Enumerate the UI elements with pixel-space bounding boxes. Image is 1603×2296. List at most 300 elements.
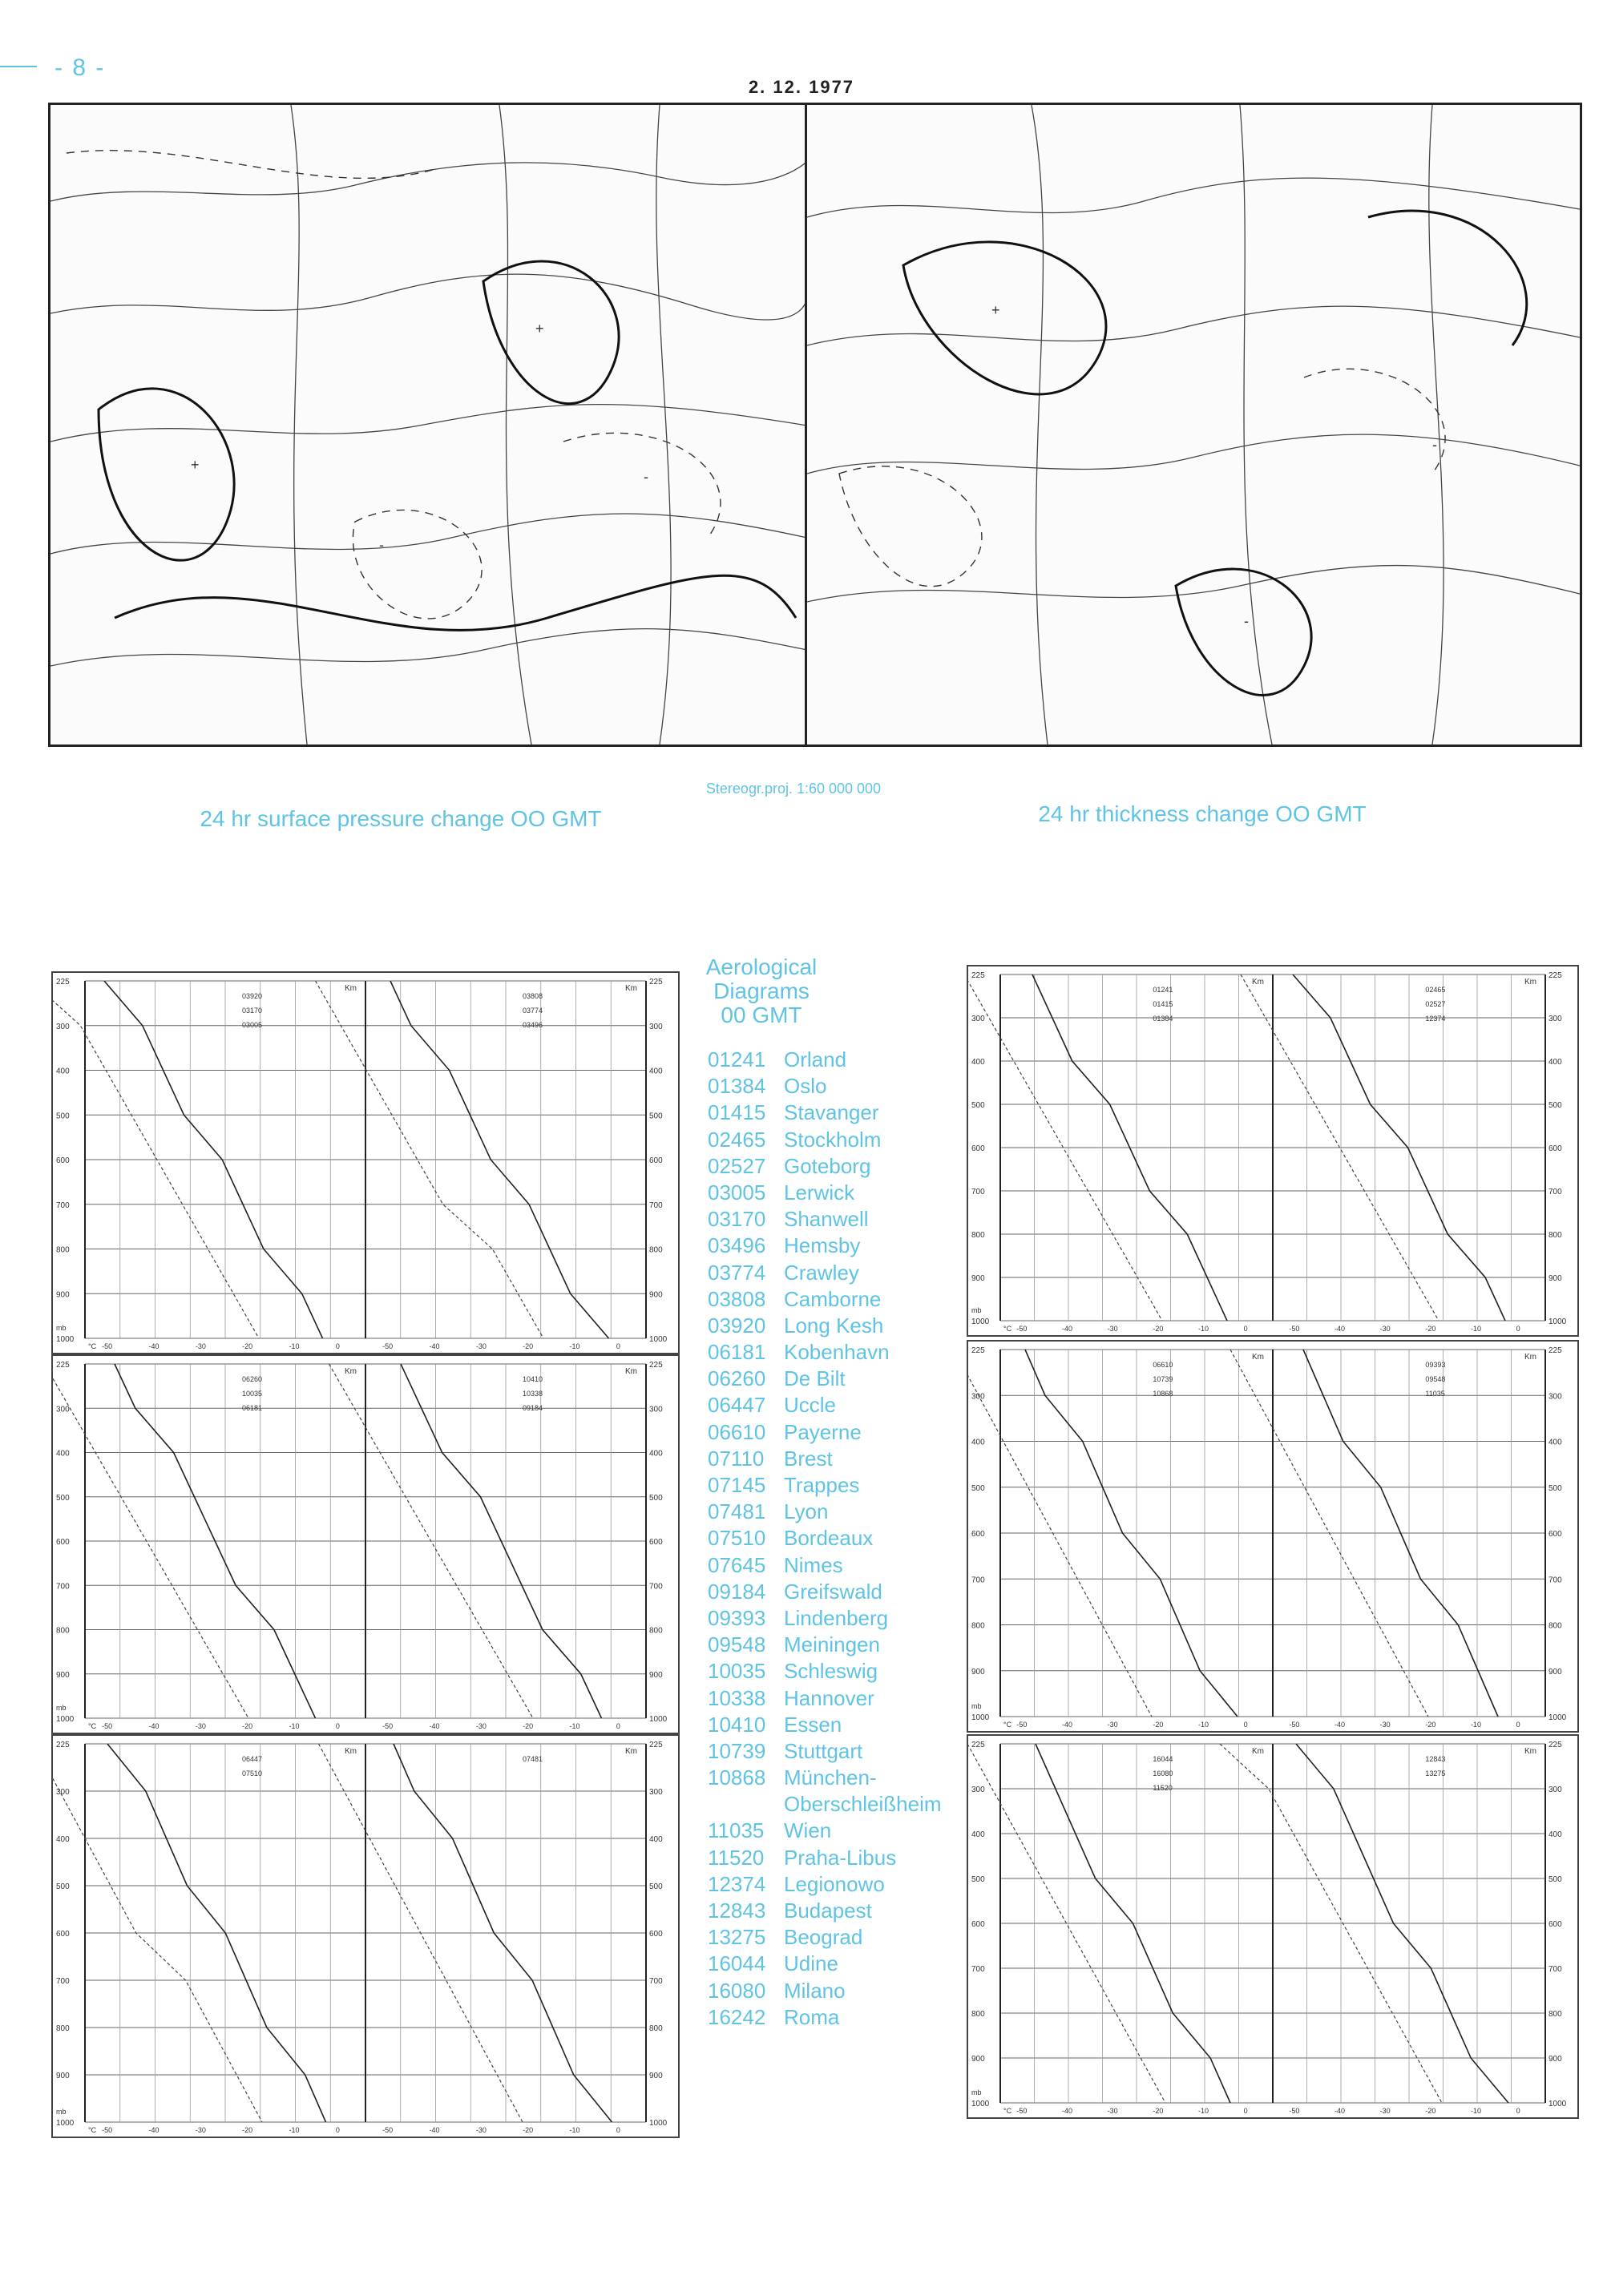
station-row xyxy=(708,1525,964,1552)
svg-text:-: - xyxy=(379,537,384,553)
station-row xyxy=(708,1499,964,1525)
station-row xyxy=(708,1579,964,1605)
pressure-level-label: 500 xyxy=(1548,1101,1562,1110)
mb-unit-label: mb xyxy=(971,1702,982,1710)
aerological-diagram-panel-6 xyxy=(967,1734,1579,2119)
celsius-unit-label: °C xyxy=(1003,2107,1012,2115)
temperature-label: -20 xyxy=(1425,1325,1436,1333)
pressure-level-label: 800 xyxy=(1548,2010,1562,2019)
pressure-level-label: 400 xyxy=(649,1449,663,1459)
temperature-label: -30 xyxy=(195,1342,206,1350)
mb-unit-label: mb xyxy=(971,1306,982,1314)
station-code: 09548 xyxy=(708,1632,766,1657)
pressure-level-label: 225 xyxy=(1548,1346,1562,1355)
station-name: Budapest xyxy=(784,1899,872,1923)
temperature-label: 0 xyxy=(1243,1325,1248,1333)
station-name: Goteborg xyxy=(784,1153,871,1178)
diagram-station-label: 03005 xyxy=(242,1021,263,1029)
station-row xyxy=(708,1845,964,1871)
temperature-label: -10 xyxy=(1198,2107,1209,2115)
temperature-label: -50 xyxy=(1016,2107,1028,2115)
station-row xyxy=(708,1738,964,1765)
pressure-level-label: 300 xyxy=(649,1788,663,1797)
station-code: 09393 xyxy=(708,1605,766,1630)
pressure-level-label: 500 xyxy=(56,1112,70,1121)
temperature-label: -30 xyxy=(475,1342,487,1350)
pressure-level-label: 225 xyxy=(971,1346,985,1355)
diagram-station-label: 02465 xyxy=(1425,986,1446,994)
station-row xyxy=(708,1180,964,1206)
pressure-level-label: 900 xyxy=(971,2055,985,2064)
station-name: München-Oberschleißheim xyxy=(784,1765,942,1817)
station-code: 16242 xyxy=(708,2004,766,2029)
station-name: Stuttgart xyxy=(784,1738,863,1763)
pressure-level-label: 300 xyxy=(1548,1015,1562,1023)
station-name: Hemsby xyxy=(784,1233,861,1258)
km-unit-label: Km xyxy=(625,1747,637,1756)
station-row xyxy=(708,1153,964,1180)
station-code: 03005 xyxy=(708,1180,766,1204)
pressure-level-label: 1000 xyxy=(1548,2100,1567,2108)
station-name: Praha-Libus xyxy=(784,1845,897,1870)
temperature-label: -30 xyxy=(1107,1325,1118,1333)
temperature-label: -20 xyxy=(523,1722,534,1730)
km-unit-label: Km xyxy=(1252,1353,1264,1362)
station-row xyxy=(708,1712,964,1738)
station-row xyxy=(708,1339,964,1366)
pressure-level-label: 900 xyxy=(649,1290,663,1300)
station-list xyxy=(708,1047,964,2031)
pressure-level-label: 900 xyxy=(1548,1274,1562,1283)
temperature-label: -20 xyxy=(1153,2107,1164,2115)
pressure-level-label: 600 xyxy=(56,1538,70,1547)
station-name: Trappes xyxy=(784,1473,860,1497)
pressure-level-label: 225 xyxy=(971,971,985,980)
temperature-label: -50 xyxy=(1016,1721,1028,1729)
station-row xyxy=(708,1871,964,1898)
celsius-unit-label: °C xyxy=(88,1342,97,1350)
km-unit-label: Km xyxy=(345,1747,357,1756)
station-name: Shanwell xyxy=(784,1207,869,1232)
temperature-label: -40 xyxy=(1062,1325,1073,1333)
km-unit-label: Km xyxy=(1524,978,1536,987)
temperature-label: -40 xyxy=(1062,2107,1073,2115)
station-row xyxy=(708,1765,964,1818)
pressure-level-label: 1000 xyxy=(971,2100,990,2108)
pressure-level-label: 500 xyxy=(971,1483,985,1493)
pressure-level-label: 300 xyxy=(56,1788,70,1797)
pressure-level-label: 700 xyxy=(971,1965,985,1974)
pressure-level-label: 700 xyxy=(649,1582,663,1592)
temperature-label: -50 xyxy=(1289,1325,1300,1333)
temperature-label: -30 xyxy=(475,1722,487,1730)
temperature-label: -40 xyxy=(1334,1325,1346,1333)
station-name: Hannover xyxy=(784,1685,874,1710)
station-code: 10338 xyxy=(708,1685,766,1710)
station-code: 10035 xyxy=(708,1659,766,1684)
station-code: 09184 xyxy=(708,1579,766,1604)
temperature-label: 0 xyxy=(1516,1721,1520,1729)
diagram-station-label: 10035 xyxy=(242,1390,263,1398)
station-row xyxy=(708,1978,964,2004)
station-code: 03774 xyxy=(708,1260,766,1285)
pressure-level-label: 700 xyxy=(649,1977,663,1986)
pressure-level-label: 1000 xyxy=(56,1335,75,1344)
diagram-station-label: 03496 xyxy=(523,1021,543,1029)
station-code: 06181 xyxy=(708,1340,766,1365)
station-code: 03808 xyxy=(708,1286,766,1311)
celsius-unit-label: °C xyxy=(1003,1325,1012,1333)
station-code: 16080 xyxy=(708,1978,766,2003)
diagram-station-label: 16080 xyxy=(1153,1769,1173,1777)
temperature-label: -20 xyxy=(1153,1721,1164,1729)
temperature-label: -20 xyxy=(523,2126,534,2134)
station-name: Greifswald xyxy=(784,1579,882,1604)
temperature-label: 0 xyxy=(1516,2107,1520,2115)
station-row xyxy=(708,1047,964,1073)
temperature-label: -10 xyxy=(289,1722,300,1730)
station-code: 12843 xyxy=(708,1899,766,1923)
temperature-label: -30 xyxy=(195,1722,206,1730)
station-name: Nimes xyxy=(784,1552,843,1577)
pressure-level-label: 800 xyxy=(971,1231,985,1240)
pressure-level-label: 400 xyxy=(649,1067,663,1076)
station-code: 07481 xyxy=(708,1499,766,1524)
station-name: Meiningen xyxy=(784,1632,880,1657)
pressure-level-label: 600 xyxy=(649,1930,663,1939)
temperature-label: -40 xyxy=(148,1722,159,1730)
station-code: 11520 xyxy=(708,1845,765,1870)
pressure-level-label: 300 xyxy=(649,1405,663,1414)
diagram-station-label: 02527 xyxy=(1425,1000,1446,1008)
pressure-level-label: 300 xyxy=(56,1405,70,1414)
pressure-level-label: 225 xyxy=(649,1361,663,1370)
pressure-level-label: 800 xyxy=(649,2024,663,2033)
pressure-level-label: 1000 xyxy=(56,1715,75,1724)
pressure-level-label: 300 xyxy=(1548,1392,1562,1402)
pressure-level-label: 900 xyxy=(1548,1667,1562,1677)
pressure-level-label: 900 xyxy=(971,1667,985,1677)
temperature-label: -40 xyxy=(148,1342,159,1350)
aerological-diagram-panel-3 xyxy=(51,1734,680,2138)
km-unit-label: Km xyxy=(345,1367,357,1376)
diagram-station-label: 10739 xyxy=(1153,1375,1173,1383)
station-code: 02527 xyxy=(708,1153,766,1178)
pressure-level-label: 600 xyxy=(1548,1920,1562,1929)
pressure-level-label: 600 xyxy=(971,1530,985,1539)
station-code: 16044 xyxy=(708,1951,766,1976)
pressure-level-label: 500 xyxy=(1548,1483,1562,1493)
station-name: Crawley xyxy=(784,1260,859,1285)
pressure-level-label: 225 xyxy=(56,1741,70,1749)
station-row xyxy=(708,1924,964,1951)
station-code: 06447 xyxy=(708,1393,766,1418)
svg-text:-: - xyxy=(1244,613,1249,629)
diagram-station-label: 03920 xyxy=(242,992,263,1000)
diagram-drawing xyxy=(53,973,678,1353)
pressure-level-label: 900 xyxy=(1548,2055,1562,2064)
station-row xyxy=(708,1392,964,1418)
temperature-label: -40 xyxy=(148,2126,159,2134)
diagram-station-label: 03808 xyxy=(523,992,543,1000)
diagram-station-label: 09548 xyxy=(1425,1375,1446,1383)
station-row xyxy=(708,1366,964,1392)
temperature-label: -50 xyxy=(102,1342,113,1350)
pressure-level-label: 225 xyxy=(1548,1741,1562,1749)
station-code: 01415 xyxy=(708,1100,766,1125)
pressure-level-label: 400 xyxy=(56,1067,70,1076)
station-row xyxy=(708,1100,964,1126)
svg-text:+: + xyxy=(535,321,544,337)
temperature-label: -20 xyxy=(1425,2107,1436,2115)
station-row xyxy=(708,2004,964,2031)
pressure-level-label: 700 xyxy=(971,1188,985,1196)
temperature-label: -10 xyxy=(1198,1721,1209,1729)
pressure-level-label: 800 xyxy=(56,1626,70,1636)
pressure-level-label: 400 xyxy=(56,1835,70,1844)
diagram-drawing xyxy=(968,1736,1577,2117)
temperature-label: -30 xyxy=(1107,1721,1118,1729)
pressure-level-label: 300 xyxy=(56,1022,70,1031)
pressure-level-label: 400 xyxy=(971,1830,985,1839)
pressure-level-label: 1000 xyxy=(649,2119,668,2128)
station-row xyxy=(708,1127,964,1153)
pressure-level-label: 400 xyxy=(1548,1438,1562,1447)
temperature-label: -10 xyxy=(569,1342,580,1350)
pressure-level-label: 400 xyxy=(971,1438,985,1447)
diagram-station-label: 01241 xyxy=(1153,986,1173,994)
temperature-label: 0 xyxy=(335,1342,340,1350)
map-projection-scale: Stereogr.proj. 1:60 000 000 xyxy=(705,781,882,797)
pressure-level-label: 400 xyxy=(1548,1830,1562,1839)
station-code: 01384 xyxy=(708,1074,766,1099)
km-unit-label: Km xyxy=(1252,1747,1264,1756)
pressure-level-label: 300 xyxy=(971,1015,985,1023)
diagram-station-label: 01384 xyxy=(1153,1015,1173,1023)
temperature-label: -20 xyxy=(242,1722,253,1730)
temperature-label: -10 xyxy=(1471,1721,1482,1729)
temperature-label: 0 xyxy=(616,1722,620,1730)
aerological-diagram-panel-5 xyxy=(967,1340,1579,1733)
pressure-level-label: 500 xyxy=(971,1101,985,1110)
station-row xyxy=(708,1818,964,1844)
diagram-station-label: 10410 xyxy=(523,1375,543,1383)
page-date: 2. 12. 1977 xyxy=(748,77,855,97)
pressure-level-label: 800 xyxy=(1548,1231,1562,1240)
mb-unit-label: mb xyxy=(971,2088,982,2096)
station-row xyxy=(708,1073,964,1100)
svg-text:+: + xyxy=(991,302,1000,318)
diagram-station-label: 09393 xyxy=(1425,1361,1446,1369)
station-name: Wien xyxy=(784,1818,832,1843)
pressure-level-label: 900 xyxy=(649,1670,663,1680)
station-code: 10868 xyxy=(708,1765,766,1790)
temperature-label: -20 xyxy=(242,2126,253,2134)
celsius-unit-label: °C xyxy=(88,1722,97,1730)
temperature-label: -10 xyxy=(1471,1325,1482,1333)
temperature-label: -50 xyxy=(382,1342,394,1350)
station-name: Bordeaux xyxy=(784,1526,874,1551)
left-map-caption: 24 hr surface pressure change OO GMT xyxy=(200,806,602,831)
pressure-level-label: 600 xyxy=(649,1156,663,1165)
station-code: 10739 xyxy=(708,1738,766,1763)
pressure-level-label: 700 xyxy=(56,1582,70,1592)
station-code: 11035 xyxy=(708,1818,765,1843)
pressure-level-label: 600 xyxy=(971,1920,985,1929)
pressure-level-label: 900 xyxy=(649,2072,663,2080)
station-row xyxy=(708,1206,964,1233)
station-code: 01241 xyxy=(708,1047,766,1071)
pressure-level-label: 225 xyxy=(56,1361,70,1370)
station-row xyxy=(708,1951,964,1977)
pressure-level-label: 500 xyxy=(649,1112,663,1121)
diagram-station-label: 10338 xyxy=(523,1390,543,1398)
diagram-drawing xyxy=(968,966,1577,1335)
pressure-level-label: 400 xyxy=(56,1449,70,1459)
station-row xyxy=(708,1552,964,1579)
station-code: 10410 xyxy=(708,1712,766,1737)
pressure-level-label: 700 xyxy=(649,1200,663,1210)
diagram-station-label: 11035 xyxy=(1425,1390,1445,1398)
pressure-level-label: 225 xyxy=(56,978,70,987)
temperature-label: -10 xyxy=(289,2126,300,2134)
station-name: De Bilt xyxy=(784,1366,846,1391)
pressure-level-label: 1000 xyxy=(971,1713,990,1722)
temperature-label: -10 xyxy=(1471,2107,1482,2115)
station-name: Schleswig xyxy=(784,1659,878,1684)
km-unit-label: Km xyxy=(625,984,637,993)
mb-unit-label: mb xyxy=(56,2108,67,2116)
diagram-station-label: 06447 xyxy=(242,1755,263,1763)
temperature-label: -50 xyxy=(1016,1325,1028,1333)
station-code: 12374 xyxy=(708,1871,766,1896)
temperature-label: -50 xyxy=(1289,2107,1300,2115)
station-code: 07645 xyxy=(708,1552,766,1577)
pressure-level-label: 600 xyxy=(971,1144,985,1153)
pressure-level-label: 700 xyxy=(1548,1965,1562,1974)
station-name: Lyon xyxy=(784,1499,829,1524)
station-row xyxy=(708,1658,964,1685)
surface-pressure-change-map xyxy=(48,103,810,747)
diagram-drawing xyxy=(53,1356,678,1733)
pressure-level-label: 1000 xyxy=(1548,1317,1567,1326)
pressure-level-label: 700 xyxy=(971,1576,985,1585)
diagram-station-label: 13275 xyxy=(1425,1769,1446,1777)
diagram-station-label: 16044 xyxy=(1153,1755,1173,1763)
pressure-level-label: 300 xyxy=(649,1022,663,1031)
temperature-label: -20 xyxy=(523,1342,534,1350)
pressure-level-label: 500 xyxy=(649,1882,663,1891)
diagram-station-label: 07510 xyxy=(242,1769,263,1777)
station-code: 07510 xyxy=(708,1526,766,1551)
page-number-rule xyxy=(0,66,37,67)
temperature-label: -10 xyxy=(569,2126,580,2134)
diagram-station-label: 03774 xyxy=(523,1007,543,1015)
right-map-caption: 24 hr thickness change OO GMT xyxy=(1038,801,1367,826)
station-code: 13275 xyxy=(708,1925,766,1950)
station-row xyxy=(708,1286,964,1313)
pressure-level-label: 700 xyxy=(1548,1576,1562,1585)
svg-text:-: - xyxy=(644,469,648,485)
pressure-level-label: 800 xyxy=(649,1245,663,1255)
pressure-level-label: 900 xyxy=(56,1290,70,1300)
pressure-level-label: 1000 xyxy=(56,2119,75,2128)
temperature-label: -40 xyxy=(1334,1721,1346,1729)
diagram-station-label: 01415 xyxy=(1153,1000,1173,1008)
diagram-station-label: 09184 xyxy=(523,1404,543,1412)
pressure-level-label: 300 xyxy=(971,1786,985,1794)
km-unit-label: Km xyxy=(625,1367,637,1376)
station-name: Stavanger xyxy=(784,1100,879,1125)
station-name: Udine xyxy=(784,1951,838,1976)
station-name: Uccle xyxy=(784,1393,837,1418)
temperature-label: -10 xyxy=(1198,1325,1209,1333)
mb-unit-label: mb xyxy=(56,1324,67,1332)
diagram-drawing xyxy=(968,1342,1577,1731)
diagram-station-label: 03170 xyxy=(242,1007,263,1015)
station-name: Orland xyxy=(784,1047,847,1071)
station-name: Brest xyxy=(784,1446,833,1471)
station-row xyxy=(708,1632,964,1658)
temperature-label: 0 xyxy=(1243,2107,1248,2115)
diagram-station-label: 10868 xyxy=(1153,1390,1173,1398)
temperature-label: 0 xyxy=(335,1722,340,1730)
temperature-label: -30 xyxy=(195,2126,206,2134)
station-name: Beograd xyxy=(784,1925,863,1950)
station-name: Kobenhavn xyxy=(784,1340,890,1365)
pressure-level-label: 225 xyxy=(1548,971,1562,980)
pressure-level-label: 900 xyxy=(56,1670,70,1680)
diagram-station-label: 06260 xyxy=(242,1375,263,1383)
pressure-level-label: 225 xyxy=(649,1741,663,1749)
pressure-level-label: 500 xyxy=(56,1493,70,1503)
station-code: 07145 xyxy=(708,1473,766,1497)
station-name: Lindenberg xyxy=(784,1605,889,1630)
station-code: 03496 xyxy=(708,1233,766,1258)
pressure-level-label: 400 xyxy=(971,1058,985,1067)
celsius-unit-label: °C xyxy=(88,2126,97,2134)
diagram-station-label: 06181 xyxy=(242,1404,263,1412)
km-unit-label: Km xyxy=(1252,978,1264,987)
svg-text:-: - xyxy=(1432,437,1437,453)
temperature-label: -30 xyxy=(1379,2107,1391,2115)
surface-pressure-map-drawing xyxy=(50,105,807,744)
temperature-label: -30 xyxy=(1379,1325,1391,1333)
pressure-level-label: 700 xyxy=(56,1200,70,1210)
pressure-level-label: 600 xyxy=(1548,1530,1562,1539)
station-name: Milano xyxy=(784,1978,846,2003)
temperature-label: -30 xyxy=(1379,1721,1391,1729)
station-row xyxy=(708,1472,964,1499)
temperature-label: -50 xyxy=(102,2126,113,2134)
pressure-level-label: 1000 xyxy=(649,1335,668,1344)
temperature-label: -40 xyxy=(1062,1721,1073,1729)
pressure-level-label: 600 xyxy=(56,1930,70,1939)
station-code: 06260 xyxy=(708,1366,766,1391)
svg-text:+: + xyxy=(191,457,200,473)
station-name: Essen xyxy=(784,1712,842,1737)
station-code: 03920 xyxy=(708,1313,766,1338)
station-code: 03170 xyxy=(708,1207,766,1232)
pressure-level-label: 500 xyxy=(56,1882,70,1891)
diagram-station-label: 12843 xyxy=(1425,1755,1446,1763)
pressure-level-label: 400 xyxy=(1548,1058,1562,1067)
station-name: Lerwick xyxy=(784,1180,855,1204)
pressure-level-label: 800 xyxy=(56,2024,70,2033)
station-name: Long Kesh xyxy=(784,1313,884,1338)
thickness-map-drawing xyxy=(807,105,1580,744)
temperature-label: 0 xyxy=(1516,1325,1520,1333)
